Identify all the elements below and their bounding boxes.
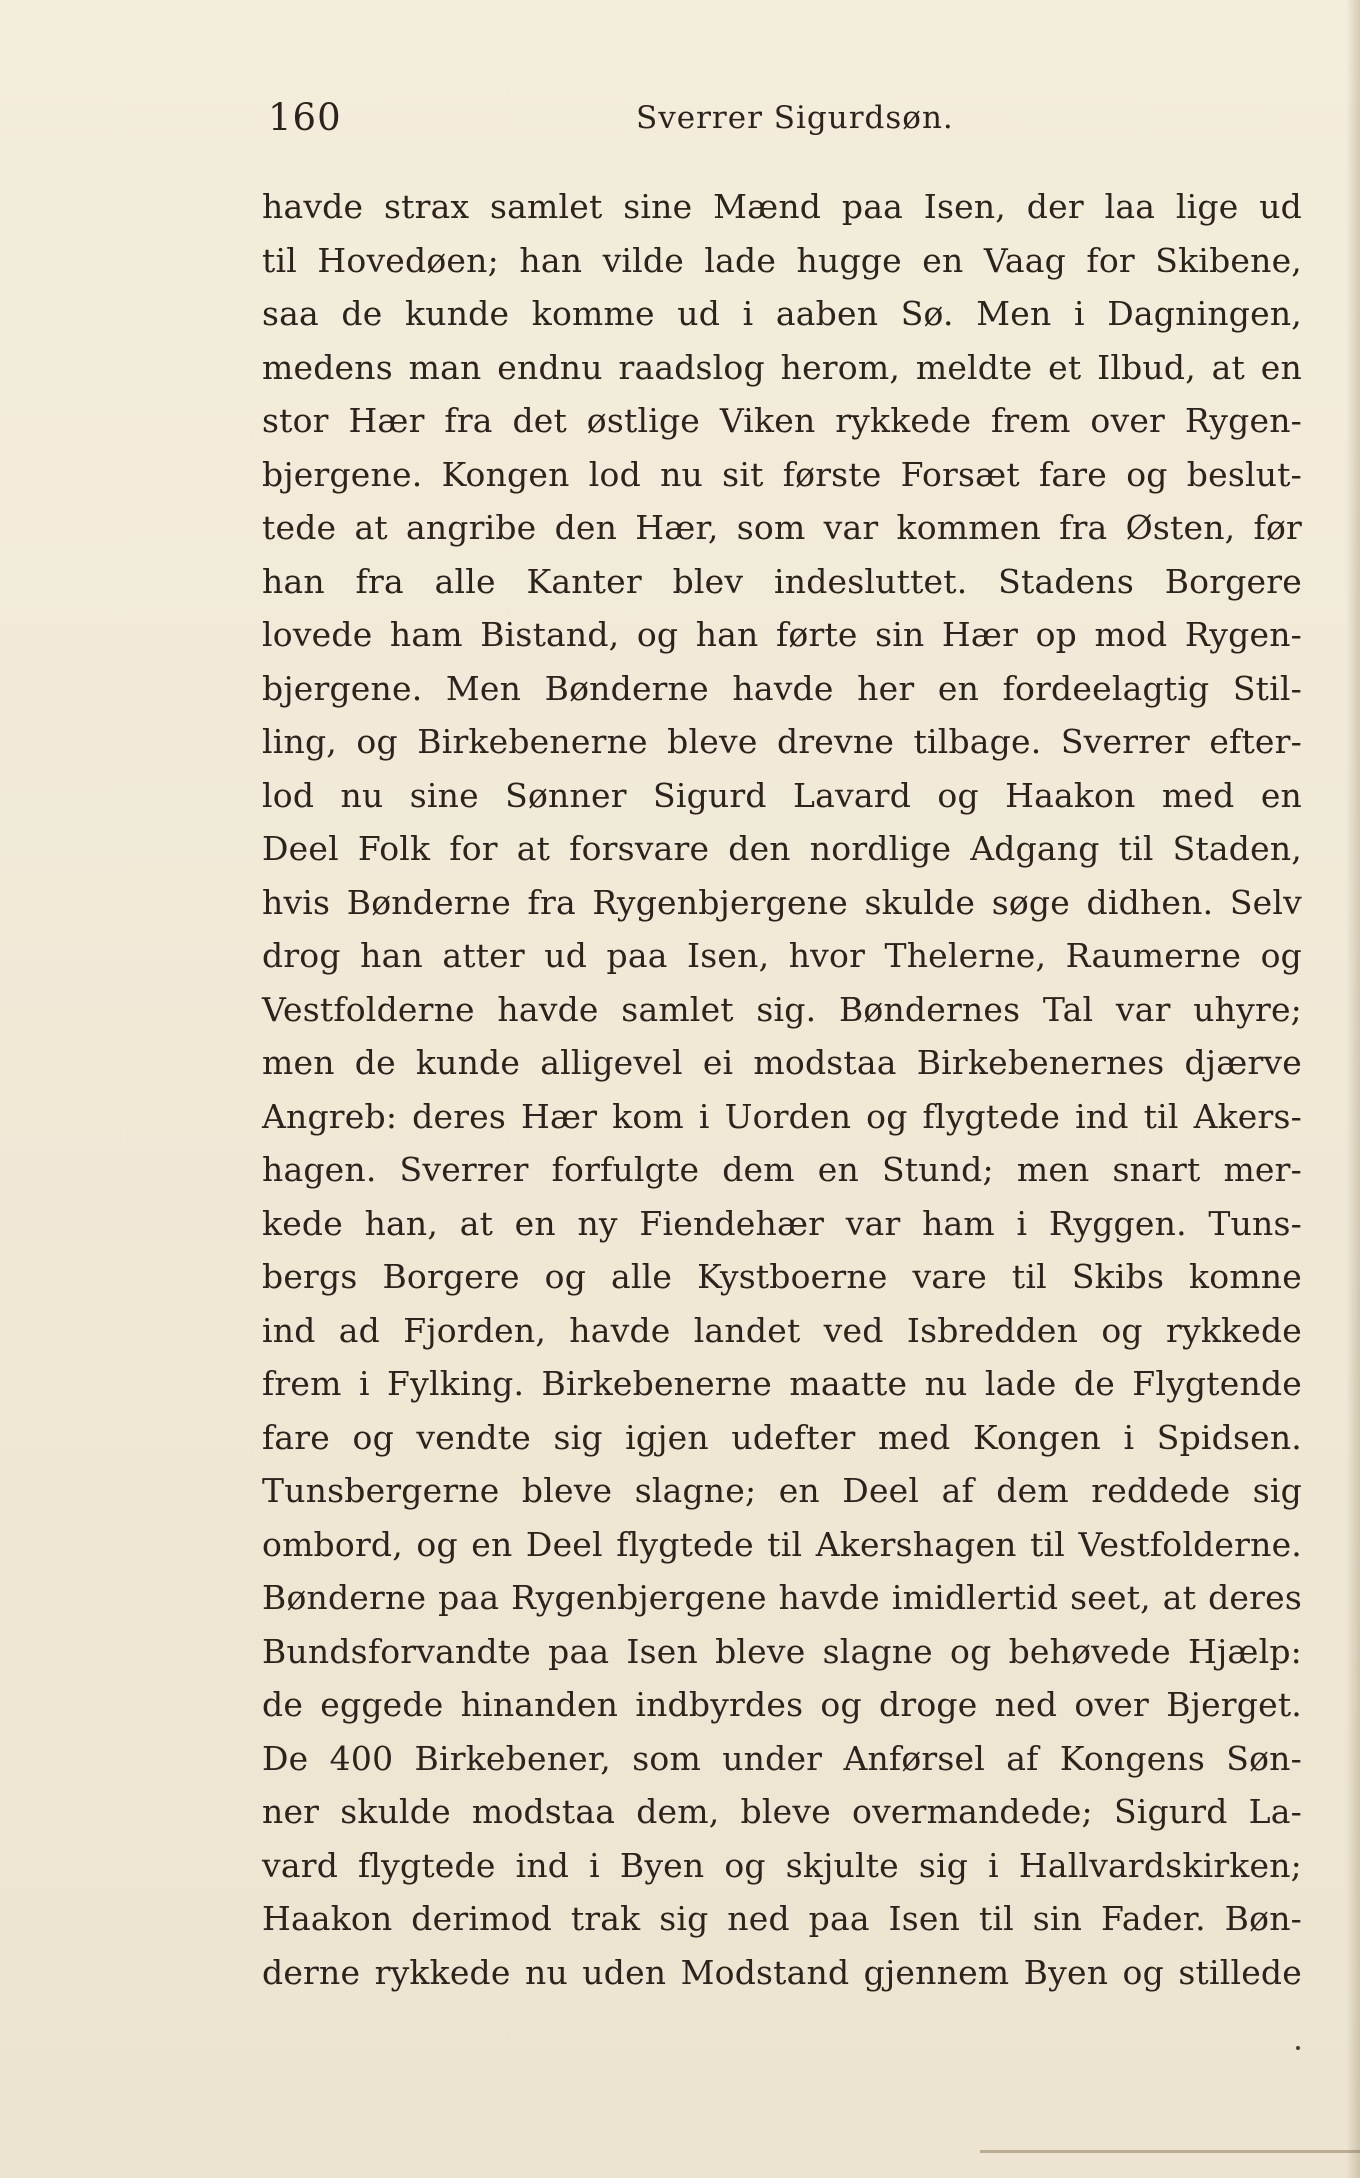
- text-line: bjergene. Kongen lod nu sit første Forsæt fare og beslut-: [262, 454, 1302, 494]
- page-bottom-edge: [980, 2150, 1360, 2153]
- text-line: hvis Bønderne fra Rygenbjergene skulde søge didhen. Selv: [262, 882, 1302, 922]
- running-title: Sverrer Sigurdsøn.: [636, 100, 954, 136]
- text-line: Tunsbergerne bleve slagne; en Deel af dem reddede sig: [262, 1471, 1302, 1510]
- text-line: medens man endnu raadslog herom, meldte et Ilbud, at en: [262, 347, 1302, 387]
- text-line: lod nu sine Sønner Sigurd Lavard og Haakon med en: [262, 775, 1302, 815]
- text-line: Vestfolderne havde samlet sig. Bøndernes Tal var uhyre;: [262, 989, 1302, 1029]
- text-line: ner skulde modstaa dem, bleve overmandede; Sigurd La-: [262, 1792, 1302, 1831]
- text-line: men de kunde alligevel ei modstaa Birkebenernes djærve: [262, 1043, 1302, 1082]
- text-line: kede han, at en ny Fiendehær var ham i Ryggen. Tuns-: [262, 1203, 1302, 1243]
- text-line: de eggede hinanden indbyrdes og droge ned over Bjerget.: [262, 1685, 1302, 1724]
- text-line: ombord, og en Deel flygtede til Akershagen til Vestfolderne.: [262, 1524, 1302, 1564]
- ink-speck: [1296, 2046, 1300, 2050]
- text-line: frem i Fylking. Birkebenerne maatte nu lade de Flygtende: [262, 1364, 1302, 1403]
- text-line: lovede ham Bistand, og han førte sin Hær op mod Rygen-: [262, 615, 1302, 654]
- text-line: Deel Folk for at forsvare den nordlige Adgang til Staden,: [262, 829, 1302, 868]
- page-number: 160: [268, 96, 342, 139]
- text-line: Bundsforvandte paa Isen bleve slagne og behøvede Hjælp:: [262, 1631, 1302, 1671]
- text-line: ind ad Fjorden, havde landet ved Isbredden og rykkede: [262, 1310, 1302, 1350]
- text-line: vard flygtede ind i Byen og skjulte sig i Hallvardskirken;: [262, 1845, 1302, 1885]
- text-line: Angreb: deres Hær kom i Uorden og flygtede ind til Akers-: [262, 1096, 1302, 1136]
- text-line: havde strax samlet sine Mænd paa Isen, der laa lige ud: [262, 187, 1302, 226]
- text-line: saa de kunde komme ud i aaben Sø. Men i Dagningen,: [262, 294, 1302, 333]
- text-line: Haakon derimod trak sig ned paa Isen til sin Fader. Bøn-: [262, 1899, 1302, 1938]
- page-header: [268, 96, 1302, 156]
- text-line: tede at angribe den Hær, som var kommen fra Østen, før: [262, 508, 1302, 547]
- page-edge-shadow: [1346, 0, 1360, 2178]
- text-line: drog han atter ud paa Isen, hvor Thelerne, Raumerne og: [262, 936, 1302, 975]
- text-line: bjergene. Men Bønderne havde her en fordeelagtig Stil-: [262, 668, 1302, 708]
- body-text: [262, 180, 1302, 1999]
- text-line: ling, og Birkebenerne bleve drevne tilbage. Sverrer efter-: [262, 722, 1302, 761]
- text-line: fare og vendte sig igjen udefter med Kongen i Spidsen.: [262, 1417, 1302, 1457]
- text-line: stor Hær fra det østlige Viken rykkede frem over Rygen-: [262, 401, 1302, 440]
- text-line: hagen. Sverrer forfulgte dem en Stund; men snart mer-: [262, 1150, 1302, 1189]
- text-line: De 400 Birkebener, som under Anførsel af Kongens Søn-: [262, 1738, 1302, 1778]
- text-line: han fra alle Kanter blev indesluttet. Stadens Borgere: [262, 561, 1302, 601]
- text-line: bergs Borgere og alle Kystboerne vare til Skibs komne: [262, 1257, 1302, 1296]
- text-line: Bønderne paa Rygenbjergene havde imidlertid seet, at deres: [262, 1578, 1302, 1617]
- text-line: til Hovedøen; han vilde lade hugge en Vaag for Skibene,: [262, 240, 1302, 280]
- text-line: derne rykkede nu uden Modstand gjennem Byen og stillede: [262, 1952, 1302, 1992]
